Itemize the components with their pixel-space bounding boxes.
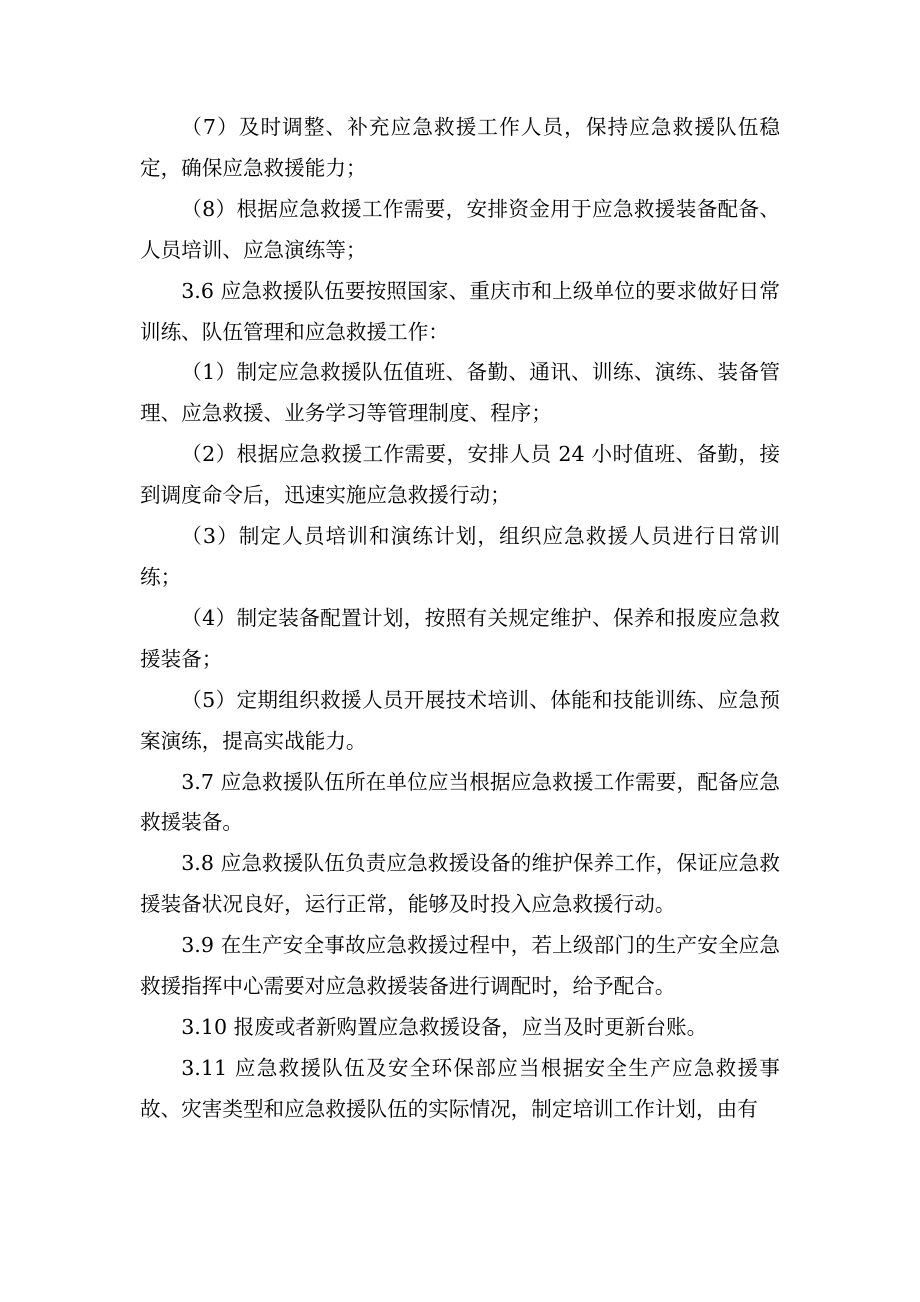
paragraph-item-3: （3）制定人员培训和演练计划，组织应急救援人员进行日常训练； — [140, 524, 780, 589]
paragraph-item-4: （4）制定装备配置计划，按照有关规定维护、保养和报废应急救援装备； — [140, 605, 780, 671]
paragraph-item-5: （5）定期组织救援人员开展技术培训、体能和技能训练、应急预案演练，提高实战能力。 — [140, 687, 780, 753]
paragraph-3-11: 3.11 应急救援队伍及安全环保部应当根据安全生产应急救援事故、灾害类型和应急救援队伍的实际情况，制定培训工作计划，由有 — [140, 1055, 780, 1121]
paragraph-3-8: 3.8 应急救援队伍负责应急救援设备的维护保养工作，保证应急救援装备状况良好，运行正常，能够及时投入应急救援行动。 — [140, 851, 780, 917]
paragraph-3-9: 3.9 在生产安全事故应急救援过程中，若上级部门的生产安全应急救援指挥中心需要对应急救援装备进行调配时，给予配合。 — [140, 933, 780, 999]
document-page — [140, 107, 780, 1130]
paragraph-3-10: 3.10 报废或者新购置应急救援设备，应当及时更新台账。 — [181, 1014, 708, 1039]
paragraph-item-7: （7）及时调整、补充应急救援工作人员，保持应急救援队伍稳定，确保应急救援能力； — [140, 115, 780, 180]
paragraph-item-2: （2）根据应急救援工作需要，安排人员 24 小时值班、备勤，接到调度命令后，迅速实施应急救援行动； — [140, 442, 780, 508]
paragraph-item-8: （8）根据应急救援工作需要，安排资金用于应急救援装备配备、人员培训、应急演练等； — [140, 196, 780, 262]
paragraph-3-7: 3.7 应急救援队伍所在单位应当根据应急救援工作需要，配备应急救援装备。 — [140, 769, 780, 835]
paragraph-3-6: 3.6 应急救援队伍要按照国家、重庆市和上级单位的要求做好日常训练、队伍管理和应急救援工作： — [140, 278, 780, 344]
paragraph-item-1: （1）制定应急救援队伍值班、备勤、通讯、训练、演练、装备管理、应急救援、业务学习等管理制度、程序； — [140, 360, 780, 426]
